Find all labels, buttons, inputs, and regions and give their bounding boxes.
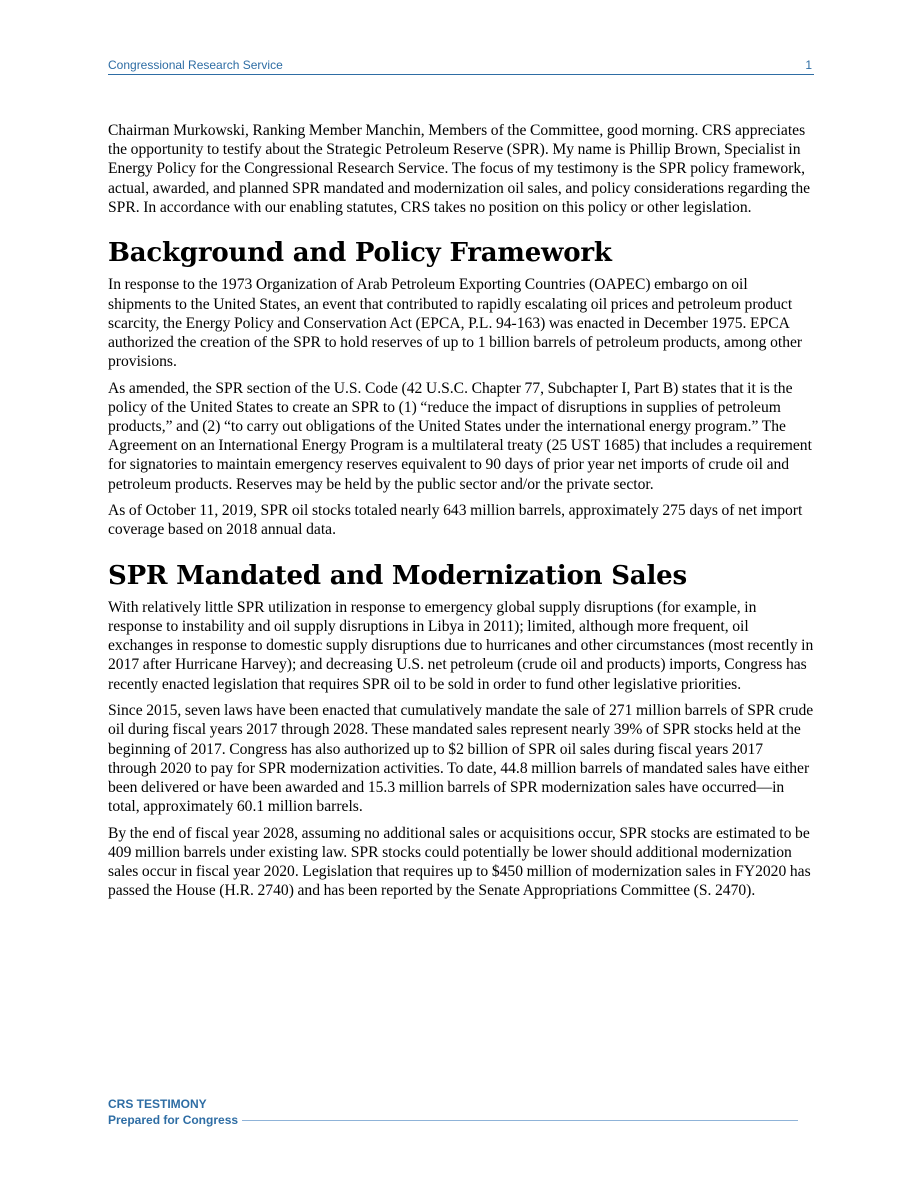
paragraph: As of October 11, 2019, SPR oil stocks totaled nearly 643 million barrels, approximately 275 days of net import coverage based on 2018 annual data. bbox=[108, 502, 803, 539]
footer-rule bbox=[242, 1120, 798, 1121]
paragraph: In response to the 1973 Organization of Arab Petroleum Exporting Countries (OAPEC) embargo on oil shipments to the United States, an event that contributed to rapidly escalating oil prices and petroleum product scarcity, the Energy Policy and Conservation Act (EPCA, P.L. 94-163) was enacted in December 1975. EPCA authorized the creation of the SPR to hold reserves of up to 1 billion barrels of petroleum products, among other provisions. bbox=[108, 276, 803, 371]
document-body bbox=[108, 121, 814, 908]
section-heading-sales: SPR Mandated and Modernization Sales bbox=[108, 560, 687, 591]
paragraph: As amended, the SPR section of the U.S. Code (42 U.S.C. Chapter 77, Subchapter I, Part B) states that it is the policy of the United States to create an SPR to (1) “reduce the impact of disruptions in supplies of petroleum products,” and (2) “to carry out obligations of the United States under the international energy program.” The Agreement on an International Energy Program is a multilateral treaty (25 UST 1685) that includes a requirement for signatories to maintain emergency reserves equivalent to 90 days of prior year net imports of crude oil and petroleum products. Reserves may be held by the public sector and/or the private sector. bbox=[108, 379, 812, 493]
footer-line bbox=[108, 1112, 798, 1128]
running-header bbox=[108, 58, 814, 75]
intro-paragraph: Chairman Murkowski, Ranking Member Manchin, Members of the Committee, good morning. CRS appreciates the opportunity to testify about the Strategic Petroleum Reserve (SPR). My name is Phillip Brown, Specialist in Energy Policy for the Congressional Research Service. The focus of my testimony is the SPR policy framework, actual, awarded, and planned SPR mandated and modernization oil sales, and policy considerations regarding the SPR. In accordance with our enabling statutes, CRS takes no position on this policy or other legislation. bbox=[108, 122, 811, 216]
footer-sublabel: Prepared for Congress bbox=[108, 1113, 239, 1127]
page-footer bbox=[108, 1096, 798, 1128]
header-title: Congressional Research Service bbox=[108, 58, 283, 72]
section-heading-background: Background and Policy Framework bbox=[108, 238, 612, 269]
footer-label: CRS TESTIMONY bbox=[108, 1097, 207, 1111]
paragraph: With relatively little SPR utilization in response to emergency global supply disruptions (for example, in response to instability and oil supply disruptions in Libya in 2011); limited, although more frequent, oil exchanges in response to domestic supply disruptions due to hurricanes and other circumstances (most recently in 2017 after Hurricane Harvey); and decreasing U.S. net petroleum (crude oil and products) imports, Congress has recently enacted legislation that requires SPR oil to be sold in order to fund other legislative priorities. bbox=[108, 598, 814, 693]
page-number: 1 bbox=[805, 58, 812, 72]
paragraph: By the end of fiscal year 2028, assuming no additional sales or acquisitions occur, SPR stocks are estimated to be 409 million barrels under existing law. SPR stocks could potentially be lower should additional modernization sales occur in fiscal year 2020. Legislation that requires up to $450 million of modernization sales in FY2020 has passed the House (H.R. 2740) and has been reported by the Senate Appropriations Committee (S. 2470). bbox=[108, 824, 811, 900]
paragraph: Since 2015, seven laws have been enacted that cumulatively mandate the sale of 271 million barrels of SPR crude oil during fiscal years 2017 through 2028. These mandated sales represent nearly 39% of SPR stocks held at the beginning of 2017. Congress has also authorized up to $2 billion of SPR oil sales during fiscal years 2017 through 2020 to pay for SPR modernization activities. To date, 44.8 million barrels of mandated sales have either been delivered or have been awarded and 15.3 million barrels of SPR modernization sales have occurred—in total, approximately 60.1 million barrels. bbox=[108, 702, 814, 816]
